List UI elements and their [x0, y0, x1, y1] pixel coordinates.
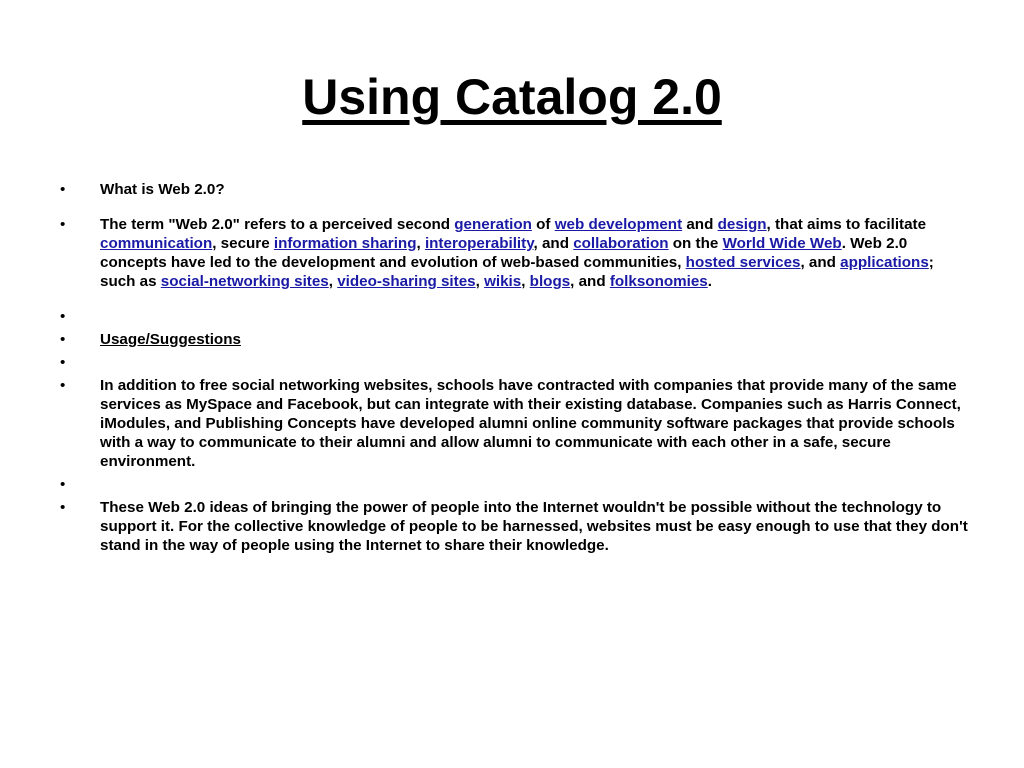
definition-text: . Web 2.0 concepts have led to the development and evolution of web-based communities,: [100, 235, 908, 271]
definition-text: ,: [521, 273, 530, 290]
link-communication[interactable]: communication: [100, 235, 213, 252]
bullet-dot-icon: •: [60, 377, 66, 394]
link-information-sharing[interactable]: information sharing: [273, 235, 417, 252]
definition-text: on the: [668, 235, 723, 252]
bullet-social-networking: [60, 376, 970, 471]
question-text: What is Web 2.0?: [100, 181, 225, 198]
paragraph-text: These Web 2.0 ideas of bringing the power of people into the Internet wouldn't be possible without the technology to support it. For the collective knowledge of people to be harnessed, websites must be easy enough to use that they don't stand in the way of people using the Internet to share their knowledge.: [100, 499, 968, 554]
bullet-dot-icon: •: [60, 476, 66, 493]
link-social-networking-sites[interactable]: social-networking sites: [160, 273, 329, 290]
link-world-wide-web[interactable]: World Wide Web: [722, 235, 842, 252]
definition-text: ,: [475, 273, 485, 290]
link-blogs[interactable]: blogs: [529, 273, 571, 290]
link-folksonomies[interactable]: folksonomies: [609, 273, 708, 290]
link-design[interactable]: design: [717, 216, 767, 233]
definition-text: , and: [800, 254, 841, 271]
definition-text: The term "Web 2.0" refers to a perceived second: [100, 216, 455, 233]
bullet-dot-icon: •: [60, 181, 66, 198]
bullet-what-is-web2: [60, 180, 970, 199]
slide-title: Using Catalog 2.0: [302, 69, 722, 125]
paragraph-text: In addition to free social networking websites, schools have contracted with companies that provide many of the same services as MySpace and Facebook, but can integrate with their existing database. Companies such as Harris Connect, iModules, and Publishing Concepts have developed alumni online community software packages that provide schools with a way to communicate to their alumni and allow alumni to communicate with each other in a safe, secure environment.: [100, 377, 961, 470]
definition-text: ,: [328, 273, 338, 290]
definition-text: , and: [570, 273, 610, 290]
link-wikis[interactable]: wikis: [484, 273, 522, 290]
definition-text: , that aims to facilitate: [766, 216, 927, 233]
bullet-dot-icon: •: [60, 308, 66, 325]
bullet-definition: [60, 215, 970, 291]
bullet-dot-icon: •: [60, 216, 66, 233]
bullet-dot-icon: •: [60, 331, 66, 348]
definition-text: , and: [533, 235, 574, 252]
link-collaboration[interactable]: collaboration: [573, 235, 669, 252]
link-web-development[interactable]: web development: [554, 216, 683, 233]
bullet-empty: [60, 307, 970, 326]
bullet-usage-heading: [60, 330, 970, 349]
section-heading: Usage/Suggestions: [100, 331, 241, 348]
bullet-list: [60, 180, 970, 559]
link-hosted-services[interactable]: hosted services: [685, 254, 801, 271]
bullet-dot-icon: •: [60, 354, 66, 371]
definition-text: ; such as: [100, 254, 934, 290]
definition-text: .: [707, 273, 712, 290]
definition-text: , secure: [212, 235, 274, 252]
bullet-empty: [60, 475, 970, 494]
link-applications[interactable]: applications: [840, 254, 929, 271]
link-video-sharing-sites[interactable]: video-sharing sites: [337, 273, 476, 290]
link-interoperability[interactable]: interoperability: [424, 235, 534, 252]
bullet-dot-icon: •: [60, 499, 66, 516]
definition-text: and: [682, 216, 718, 233]
definition-text: of: [531, 216, 555, 233]
definition-text: ,: [416, 235, 425, 252]
bullet-web2-ideas: [60, 498, 970, 555]
bullet-empty: [60, 353, 970, 372]
link-generation[interactable]: generation: [454, 216, 532, 233]
